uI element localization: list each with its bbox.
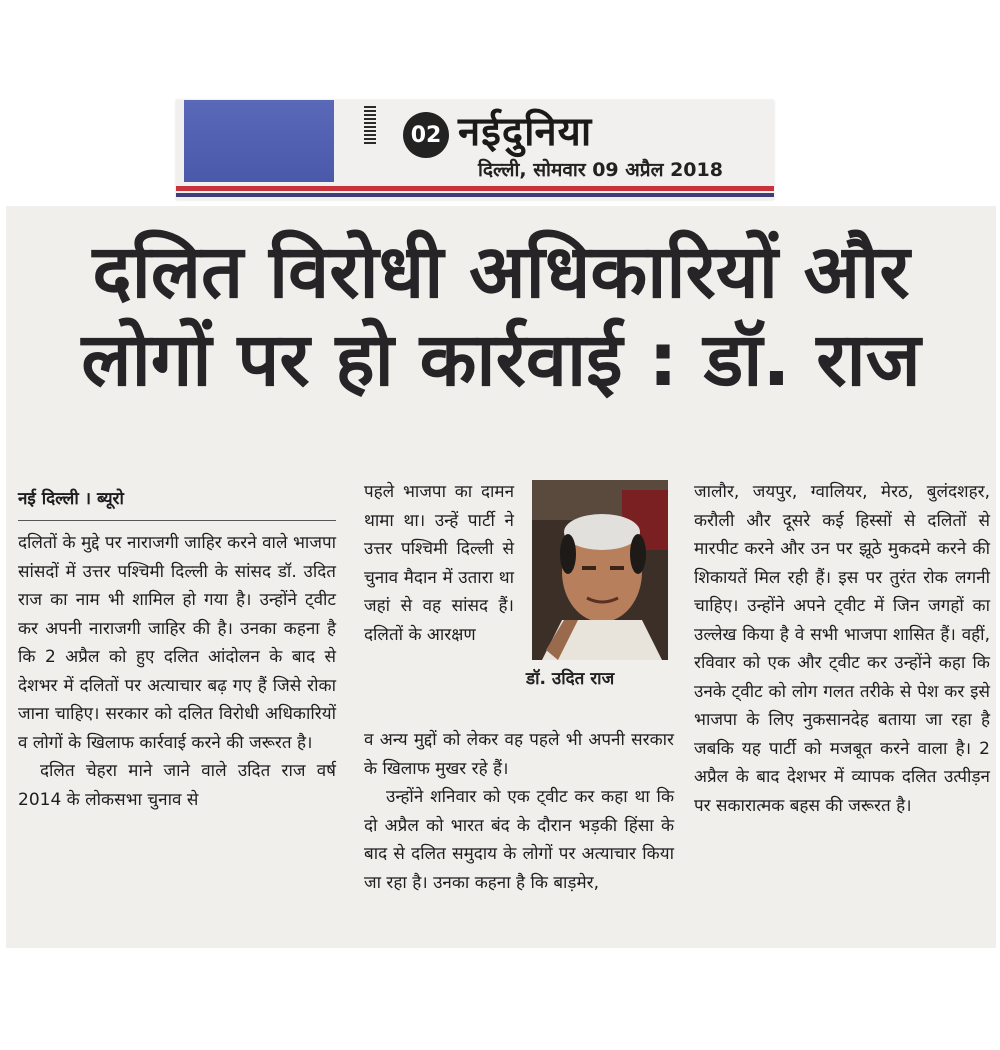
masthead-red-stripe bbox=[176, 186, 774, 191]
article-column-1 bbox=[18, 486, 336, 814]
newspaper-logo: नईदुनिया bbox=[458, 109, 593, 155]
column2-narrow-text: पहले भाजपा का दामन थामा था। उन्हें पार्टी ने उत्तर पश्चिमी दिल्ली से चुनाव मैदान में उतारा था जहां से वह सांसद हैं। दलितों के आरक्षण bbox=[364, 482, 514, 645]
column2-paragraph-1-cont: व अन्य मुद्दों को लेकर वह पहले भी अपनी सरकार के खिलाफ मुखर रहे हैं। bbox=[364, 730, 674, 779]
byline: नई दिल्ली । ब्यूरो bbox=[18, 486, 336, 521]
article-clipping bbox=[6, 206, 996, 948]
page-number-badge: 02 bbox=[403, 112, 449, 158]
column1-paragraph-1: दलितों के मुद्दे पर नाराजगी जाहिर करने वाले भाजपा सांसदों में उत्तर पश्चिमी दिल्ली के सांसद डॉ. उदित राज का नाम भी शामिल हो गया है। उन्होंने ट्वीट कर अपनी नाराजगी जाहिर की है। उनका कहना है कि 2 अप्रैल को हुए दलित आंदोलन के बाद से देशभर में दलितों पर अत्याचार बढ़ गए हैं जिसे रोका जाना चाहिए। सरकार को दलित विरोधी अधिकारियों व लोगों के खिलाफ कार्रवाई करने की जरूरत है। bbox=[18, 533, 336, 753]
column3-paragraph-1: जालौर, जयपुर, ग्वालियर, मेरठ, बुलंदशहर, करौली और दूसरे कई हिस्सों से दलितों से मारपीट करने और उन पर झूठे मुकदमे करने की शिकायतें मिल रही हैं। इस पर तुरंत रोक लगनी चाहिए। उन्होंने अपने ट्वीट में जिन जगहों का उल्लेख किया है वे सभी भाजपा शासित हैं। वहीं, रविवार को एक और ट्वीट कर उन्होंने कहा कि उनके ट्वीट को लोग गलत तरीके से पेश कर इसे भाजपा के लिए नुकसानदेह बताया जा रहा है जबकि यह पार्टी को मजबूत करने वाला है। 2 अप्रैल के बाद देशभर में व्यापक दलित उत्पीड़न पर सकारात्मक बहस की जरूरत है। bbox=[694, 482, 990, 816]
headline-line-2: लोगों पर हो कार्रवाई : डॉ. राज bbox=[81, 317, 921, 403]
column2-paragraph-2: उन्होंने शनिवार को एक ट्वीट कर कहा था कि दो अप्रैल को भारत बंद के दौरान भड़की हिंसा के बाद से दलित समुदाय के लोगों पर अत्याचार किया जा रहा है। उनका कहना है कि बाड़मेर, bbox=[364, 787, 674, 893]
masthead-clipping bbox=[176, 100, 774, 200]
article-column-3 bbox=[694, 478, 990, 820]
barcode-icon bbox=[364, 104, 376, 144]
headline bbox=[6, 228, 996, 404]
column1-paragraph-2: दलित चेहरा माने जाने वाले उदित राज वर्ष 2014 के लोकसभा चुनाव से bbox=[18, 761, 336, 810]
portrait-photo-icon bbox=[532, 480, 668, 660]
article-column-2-lower bbox=[364, 726, 674, 897]
masthead-blue-block bbox=[184, 100, 334, 182]
portrait-photo bbox=[532, 480, 668, 660]
masthead-dark-stripe bbox=[176, 193, 774, 197]
photo-caption: डॉ. उदित राज bbox=[526, 669, 615, 689]
headline-line-1: दलित विरोधी अधिकारियों और bbox=[92, 229, 910, 315]
dateline: दिल्ली, सोमवार 09 अप्रैल 2018 bbox=[478, 159, 723, 181]
